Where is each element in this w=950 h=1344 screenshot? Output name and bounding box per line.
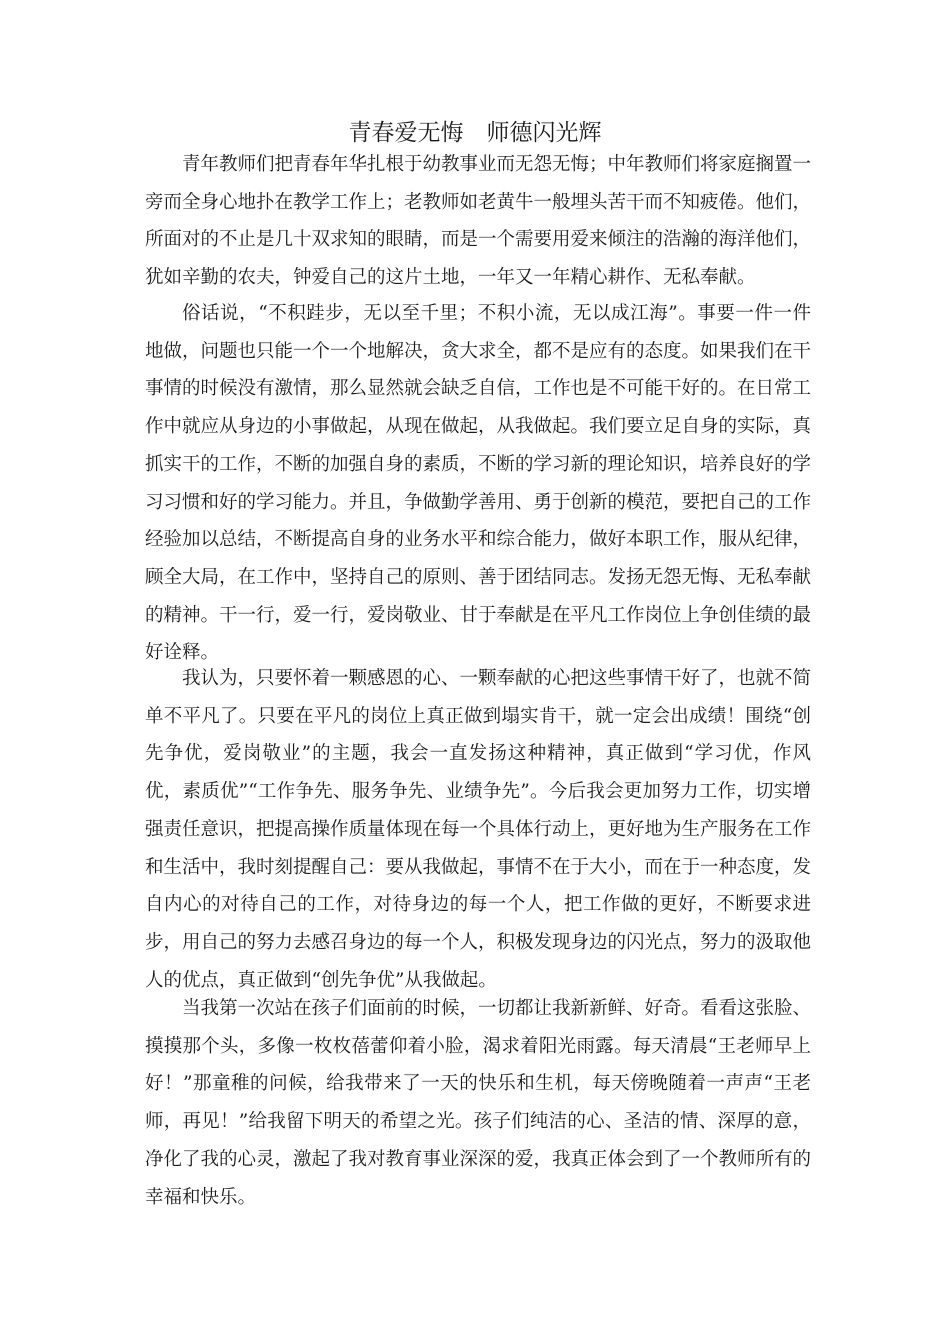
page-title: 青春爱无悔 师德闪光辉 (348, 120, 602, 146)
paragraph-2-block (145, 295, 811, 672)
paragraph-1-block (145, 146, 811, 297)
paragraph-4-block (145, 990, 811, 1216)
paragraph-3: 我认为，只要怀着一颗感恩的心、一颗奉献的心把这些事情干好了，也就不简单不平凡了。只要在平凡的岗位上真正做到塌实肯干，就一定会出成绩！围绕“创先争优，爱岗敬业”的主题，我会一直发扬这种精神，真正做到“学习优，作风优，素质优”“工作争先、服务争先、业绩争先”。今后我会更加努力工作，切实增强责任意识，把提高操作质量体现在每一个具体行动上，更好地为生产服务在工作和生活中，我时刻提醒自己：要从我做起，事情不在于大小，而在于一种态度，发自内心的对待自己的工作，对待身边的每一个人，把工作做的更好，不断要求进步，用自己的努力去感召身边的每一个人，积极发现身边的闪光点，努力的汲取他人的优点，真正做到“创先争优”从我做起。 (145, 668, 812, 991)
paragraph-1: 青年教师们把青春年华扎根于幼教事业而无怨无悔；中年教师们将家庭搁置一旁而全身心地扑在教学工作上；老教师如老黄牛一般埋头苦干而不知疲倦。他们，所面对的不止是几十双求知的眼睛，而是一个需要用爱来倾注的浩瀚的海洋他们，犹如辛勤的农夫，钟爱自己的这片土地，一年又一年精心耕作、无私奉献。 (145, 154, 812, 289)
paragraph-3-block (145, 660, 811, 999)
paragraph-2: 俗话说，“不积跬步，无以至千里；不积小流，无以成江海”。事要一件一件地做，问题也只能一个一个地解决，贪大求全，都不是应有的态度。如果我们在干事情的时候没有激情，那么显然就会缺乏自信，工作也是不可能干好的。在日常工作中就应从身边的小事做起，从现在做起，从我做起。我们要立足自身的实际，真抓实干的工作，不断的加强自身的素质，不断的学习新的理论知识，培养良好的学习习惯和好的学习能力。并且，争做勤学善用、勇于创新的模范，要把自己的工作经验加以总结，不断提高自身的业务水平和综合能力，做好本职工作，服从纪律，顾全大局，在工作中，坚持自己的原则、善于团结同志。发扬无怨无悔、无私奉献的精神。干一行，爱一行，爱岗敬业、甘于奉献是在平凡工作岗位上争创佳绩的最好诠释。 (145, 303, 812, 664)
paragraph-4: 当我第一次站在孩子们面前的时候，一切都让我新新鲜、好奇。看看这张脸、摸摸那个头，多像一枚枚蓓蕾仰着小脸，渴求着阳光雨露。每天清晨“王老师早上好！”那童稚的问候，给我带来了一天的快乐和生机，每天傍晚随着一声声“王老师，再见！”给我留下明天的希望之光。孩子们纯洁的心、圣洁的情、深厚的意，净化了我的心灵，激起了我对教育事业深深的爱，我真正体会到了一个教师所有的幸福和快乐。 (145, 998, 812, 1208)
